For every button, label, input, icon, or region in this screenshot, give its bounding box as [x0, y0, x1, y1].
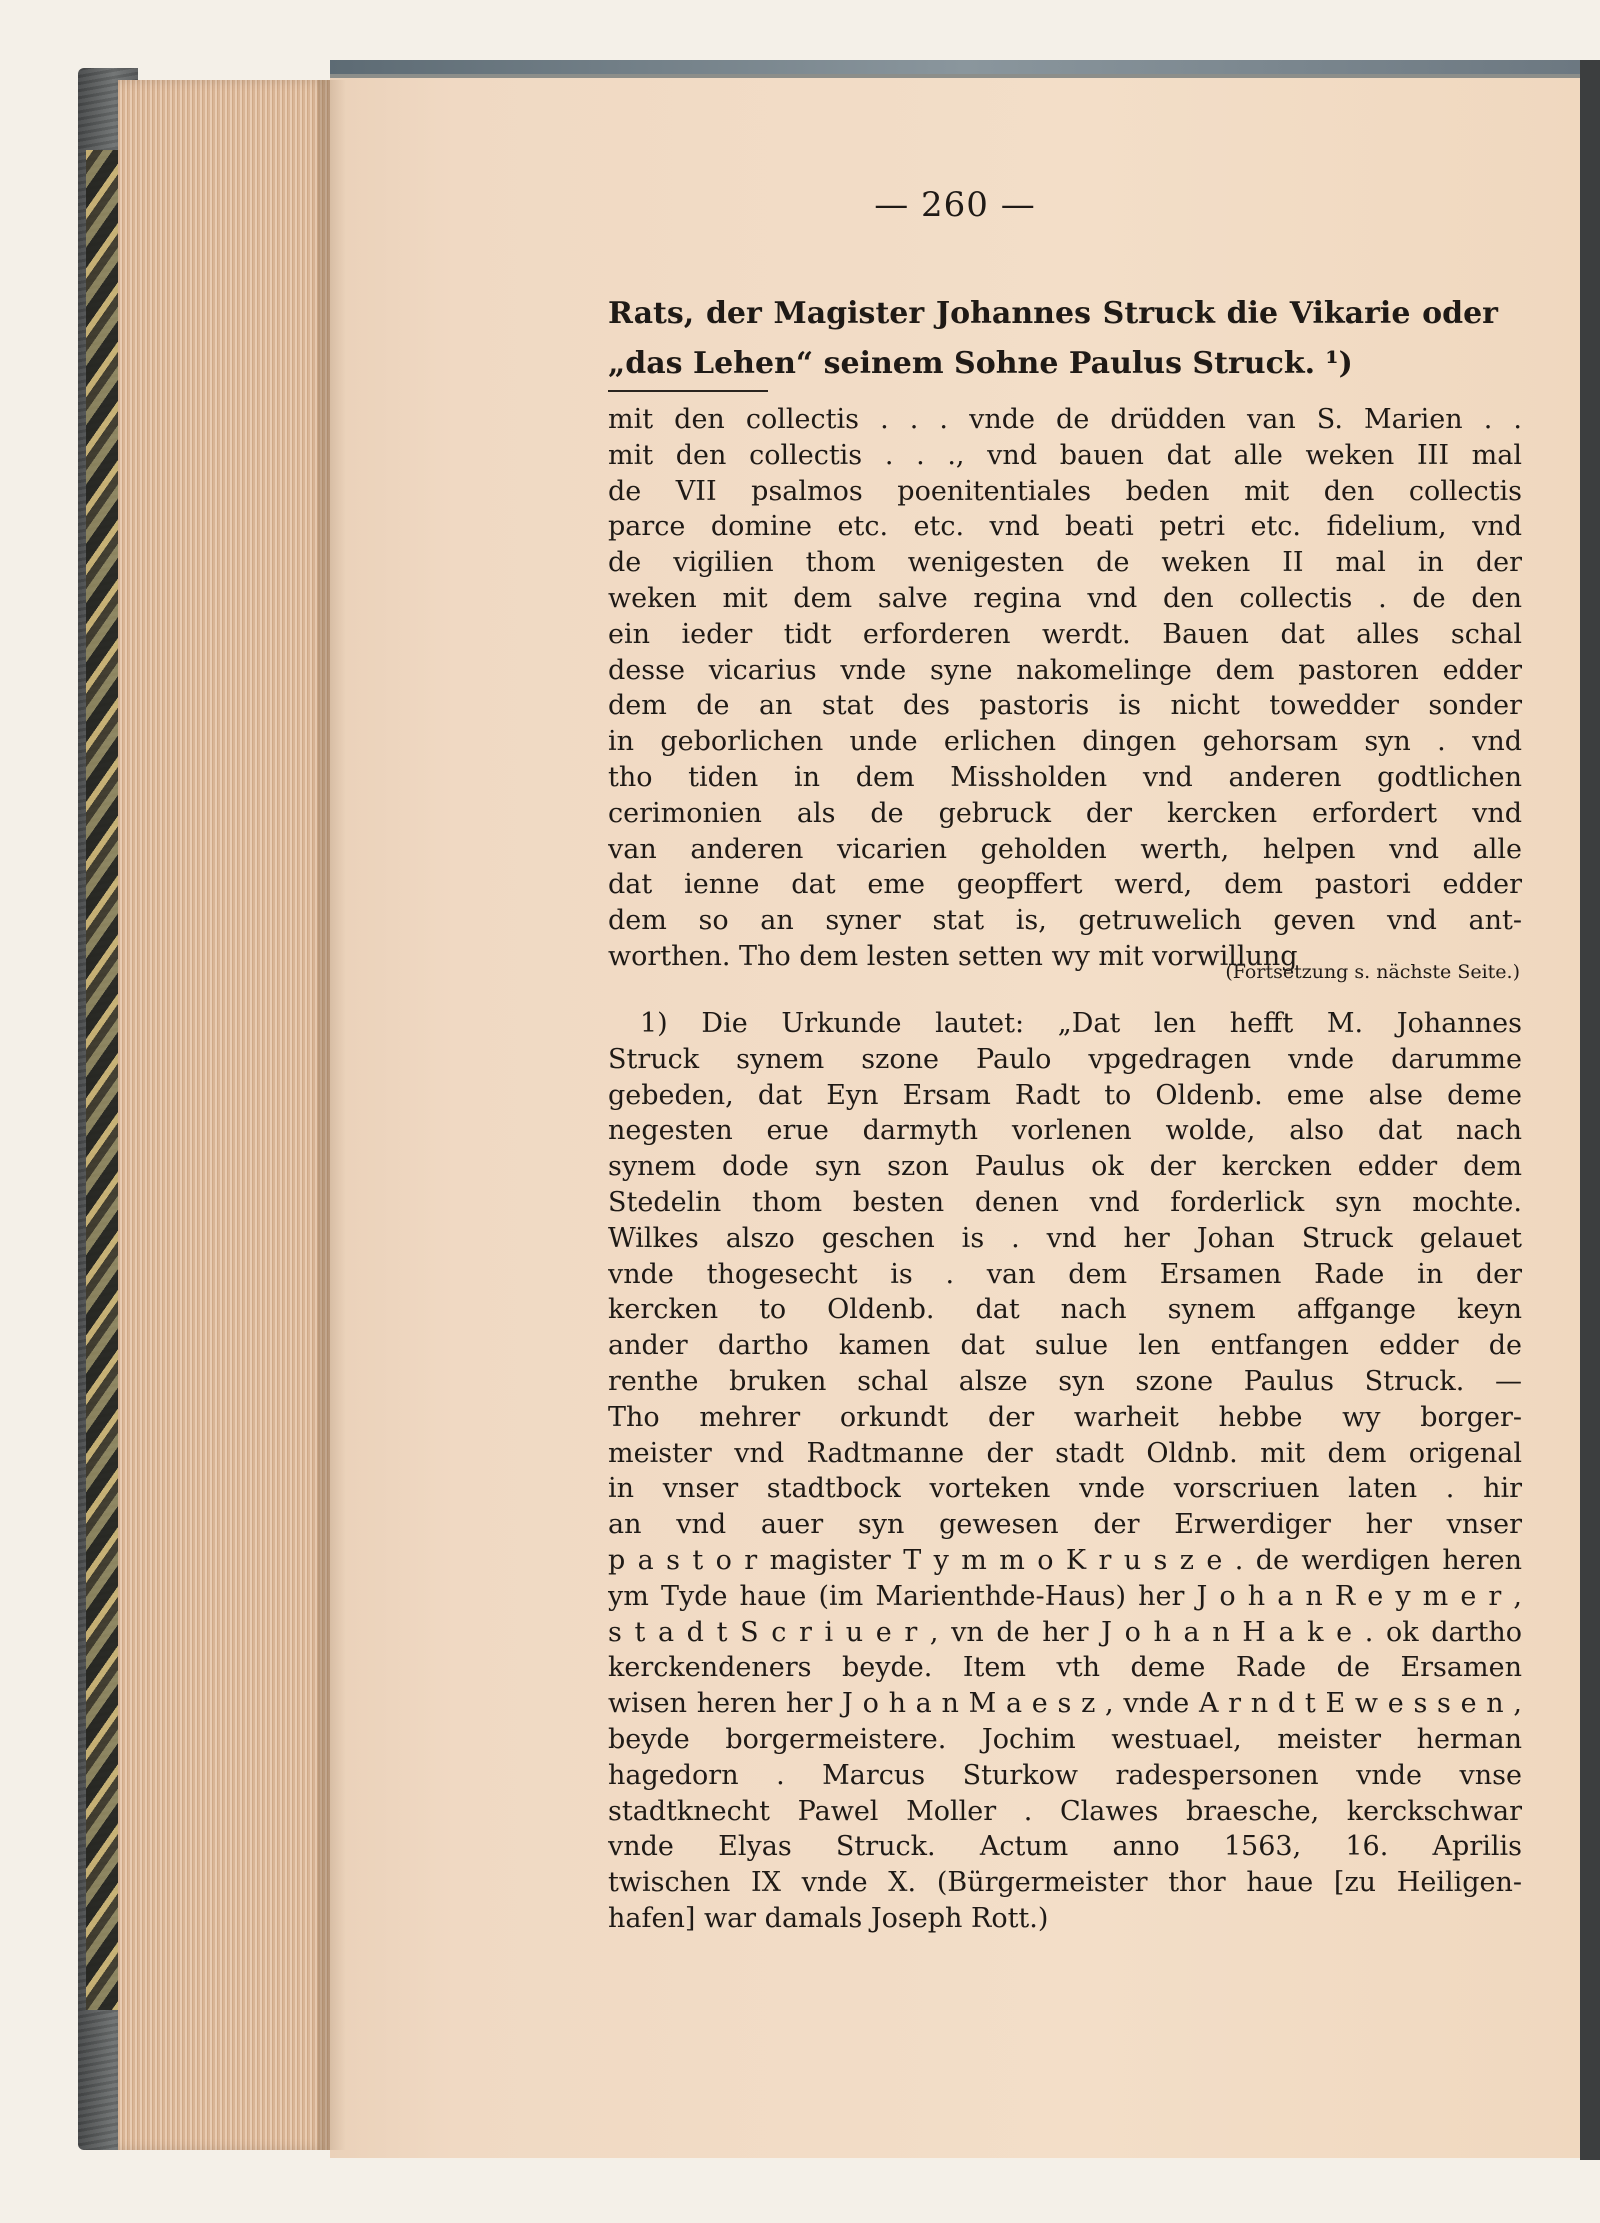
footnote-line: twischen IX vnde X. (Bürgermeister thor haue [zu Heiligen- [608, 1867, 1522, 1899]
footnote-line: renthe bruken schal alsze syn szone Paulus Struck. — [608, 1365, 1522, 1397]
footnote-line: synem dode syn szon Paulus ok der kercken edder dem [608, 1151, 1522, 1183]
text-line: desse vicarius vnde syne nakomelinge dem pastoren edder [608, 654, 1522, 686]
footnote-line: ander dartho kamen dat sulue len entfangen edder de [608, 1330, 1522, 1362]
heading-line: Rats, der Magister Johannes Struck die Vikarie oder [608, 296, 1498, 331]
text-line: ein ieder tidt erforderen werdt. Bauen dat alles schal [608, 618, 1522, 650]
text-line: mit den collectis . . . vnde de drüdden van S. Marien . . [608, 404, 1522, 435]
footnote-line: negesten erue darmyth vorlenen wolde, also dat nach [608, 1115, 1522, 1147]
footnote-line: s t a d t S c r i u e r , vn de her J o h a n H a k e . ok dartho [608, 1616, 1522, 1648]
text-line: dat ienne dat eme geopffert werd, dem pastori edder [608, 869, 1522, 901]
footnote-line: ym Tyde haue (im Marienthde-Haus) her J o h a n R e y m e r , [608, 1580, 1522, 1612]
footnote-line: hagedorn . Marcus Sturkow radespersonen vnde vnse [608, 1759, 1522, 1791]
footnote-line: p a s t o r magister T y m m o K r u s z e . de werdigen heren [608, 1544, 1522, 1576]
page-number: — 260 — [874, 185, 1036, 225]
footnote-line: Wilkes alszo geschen is . vnd her Johan Struck gelauet [608, 1222, 1522, 1254]
text-line: de vigilien thom wenigesten de weken II mal in der [608, 547, 1522, 579]
footnote-line: stadtknecht Pawel Moller . Clawes braesche, kerckschwar [608, 1795, 1522, 1827]
footnote-line: Struck synem szone Paulo vpgedragen vnde darumme [608, 1043, 1522, 1075]
text-line: worthen. Tho dem lesten setten wy mit vorwillung [608, 940, 1298, 972]
footnote-line: vnde thogesecht is . van dem Ersamen Rade in der [608, 1258, 1522, 1290]
footnote-line: kerckendeners beyde. Item vth deme Rade de Ersamen [608, 1652, 1522, 1684]
text-line: de VII psalmos poenitentiales beden mit den collectis [608, 475, 1522, 507]
scan-border-right [1580, 60, 1600, 2160]
footnote-line: gebeden, dat Eyn Ersam Radt to Oldenb. eme alse deme [608, 1079, 1522, 1111]
text-line: mit den collectis . . ., vnd bauen dat alle weken III mal [608, 439, 1522, 471]
footnote-line: kercken to Oldenb. dat nach synem affgange keyn [608, 1294, 1522, 1326]
text-line: dem de an stat des pastoris is nicht towedder sonder [608, 690, 1522, 722]
footnote-line: Tho mehrer orkundt der warheit hebbe wy borger- [608, 1401, 1522, 1433]
footnote-line: meister vnd Radtmanne der stadt Oldnb. mit dem origenal [608, 1437, 1522, 1469]
continuation-note: (Fortsetzung s. nächste Seite.) [1225, 961, 1520, 983]
footnote-line: wisen heren her J o h a n M a e s z , vnde A r n d t E w e s s e n , [608, 1688, 1522, 1720]
text-line: parce domine etc. etc. vnd beati petri etc. fidelium, vnd [608, 511, 1522, 543]
text-line: tho tiden in dem Missholden vnd anderen godtlichen [608, 761, 1522, 793]
text-line: weken mit dem salve regina vnd den collectis . de den [608, 582, 1522, 614]
text-line: dem so an syner stat is, getruwelich geven vnd ant- [608, 905, 1522, 937]
footnote-line: an vnd auer syn gewesen der Erwerdiger her vnser [608, 1509, 1522, 1541]
text-line: in geborlichen unde erlichen dingen gehorsam syn . vnd [608, 726, 1522, 758]
footnote-line: hafen] war damals Joseph Rott.) [608, 1902, 1049, 1934]
continued-note-text [608, 402, 1522, 975]
footnote-text [608, 1006, 1522, 1937]
footnote-line: 1) Die Urkunde lautet: „Dat len hefft M. Johannes [640, 1008, 1522, 1039]
footnote-line: vnde Elyas Struck. Actum anno 1563, 16. Aprilis [608, 1831, 1522, 1863]
page-gutter-shadow [318, 80, 346, 2150]
page-block-edge [118, 80, 330, 2150]
footnote-line: Stedelin thom besten denen vnd forderlick syn mochte. [608, 1186, 1522, 1218]
footnote-line: in vnser stadtbock vorteken vnde vorscriuen laten . hir [608, 1473, 1522, 1505]
text-line: cerimonien als de gebruck der kercken erfordert vnd [608, 797, 1522, 829]
footnote-line: beyde borgermeistere. Jochim westuael, meister herman [608, 1723, 1522, 1755]
heading [608, 289, 1498, 389]
separator-rule [608, 390, 768, 392]
heading-line: „das Lehen“ seinem Sohne Paulus Struck. ¹) [608, 346, 1353, 381]
text-line: van anderen vicarien geholden werth, helpen vnd alle [608, 833, 1522, 865]
